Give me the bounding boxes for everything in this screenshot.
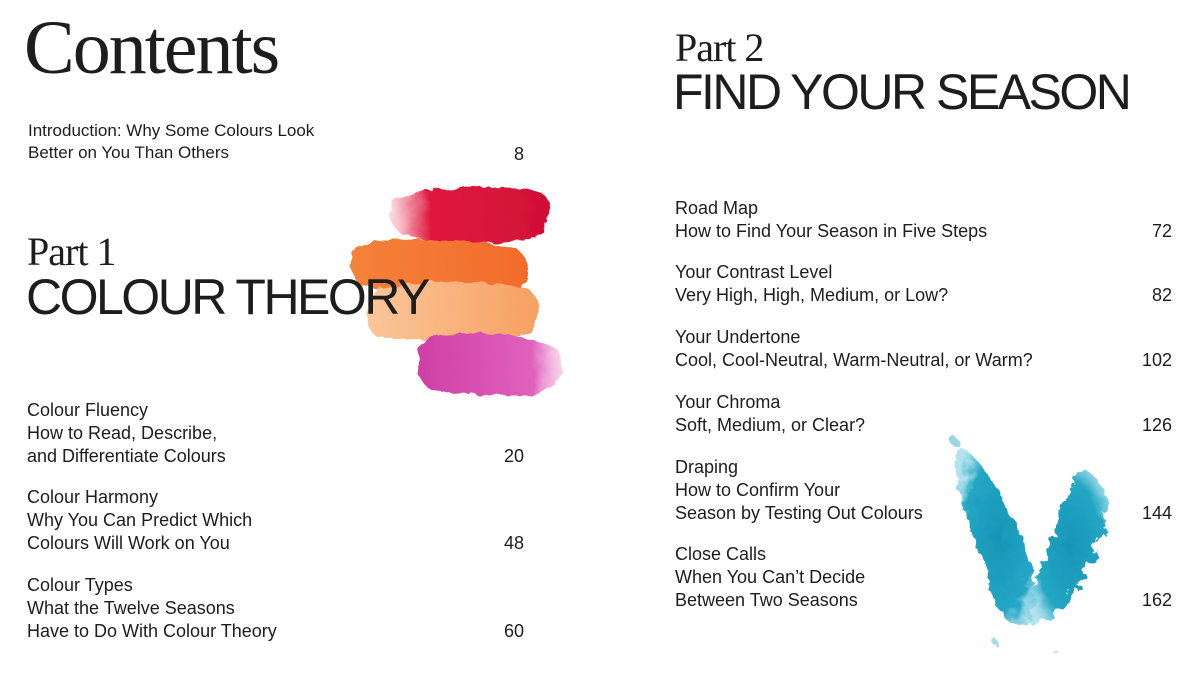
teal-powder-right-stroke (1028, 470, 1106, 627)
entry-page-number: 144 (1141, 503, 1172, 523)
entry-heading: Your Chroma (675, 392, 781, 412)
toc-entry-contrast-level[interactable] (675, 261, 948, 307)
entry-subtitle-line: Colours Will Work on You (27, 533, 230, 553)
red-swatch (390, 187, 549, 243)
entry-subtitle-line: Have to Do With Colour Theory (27, 621, 277, 641)
entry-subtitle-line: When You Can’t Decide (675, 567, 866, 587)
toc-entry-colour-harmony[interactable] (27, 486, 252, 555)
page-title: Contents (24, 6, 279, 90)
entry-heading: Your Contrast Level (675, 262, 833, 282)
entry-page-number: 20 (503, 446, 524, 466)
toc-entry-draping[interactable] (675, 456, 923, 525)
entry-page-number: 162 (1141, 590, 1172, 610)
entry-page-number: 126 (1141, 415, 1172, 435)
entry-subtitle-line: Between Two Seasons (675, 590, 858, 610)
entry-page-number: 82 (1151, 285, 1172, 305)
entry-heading: Your Undertone (675, 327, 801, 347)
toc-entry-colour-fluency[interactable] (27, 399, 226, 468)
intro-entry (28, 120, 314, 164)
entry-heading: Close Calls (675, 544, 767, 564)
entry-subtitle-line: Soft, Medium, or Clear? (675, 415, 866, 435)
entry-heading: Draping (675, 457, 739, 477)
entry-subtitle-line: What the Twelve Seasons (27, 598, 235, 618)
teal-powder-left-stroke (955, 448, 1035, 625)
entry-subtitle-line: and Differentiate Colours (27, 446, 226, 466)
entry-subtitle-line: How to Read, Describe, (27, 423, 218, 443)
entry-subtitle-line: How to Confirm Your (675, 480, 841, 500)
intro-line-2: Better on You Than Others (28, 143, 229, 162)
toc-entry-close-calls[interactable] (675, 543, 865, 612)
part2-label: Part 2 (675, 25, 764, 70)
entry-page-number: 102 (1141, 350, 1172, 370)
teal-powder-swatch-illustration (935, 430, 1125, 660)
intro-page-number: 8 (513, 144, 524, 164)
part2-title: FIND YOUR SEASON (673, 64, 1130, 120)
entry-heading: Road Map (675, 198, 759, 218)
toc-entry-chroma[interactable] (675, 391, 865, 437)
entry-heading: Colour Fluency (27, 400, 149, 420)
magenta-swatch (418, 333, 561, 395)
entry-page-number: 60 (503, 621, 524, 641)
toc-entry-road-map[interactable] (675, 197, 987, 243)
entry-subtitle-line: Very High, High, Medium, or Low? (675, 285, 949, 305)
entry-page-number: 72 (1151, 221, 1172, 241)
part1-title: COLOUR THEORY (26, 269, 428, 325)
entry-heading: Colour Harmony (27, 487, 159, 507)
entry-subtitle-line: How to Find Your Season in Five Steps (675, 221, 988, 241)
entry-subtitle-line: Cool, Cool-Neutral, Warm-Neutral, or Warm? (675, 350, 1033, 370)
entry-page-number: 48 (503, 533, 524, 553)
toc-entry-undertone[interactable] (675, 326, 1033, 372)
toc-entry-colour-types[interactable] (27, 574, 277, 643)
entry-heading: Colour Types (27, 575, 133, 595)
entry-subtitle-line: Season by Testing Out Colours (675, 503, 923, 523)
intro-line-1: Introduction: Why Some Colours Look (28, 121, 315, 140)
part1-label: Part 1 (27, 229, 116, 274)
entry-subtitle-line: Why You Can Predict Which (27, 510, 253, 530)
